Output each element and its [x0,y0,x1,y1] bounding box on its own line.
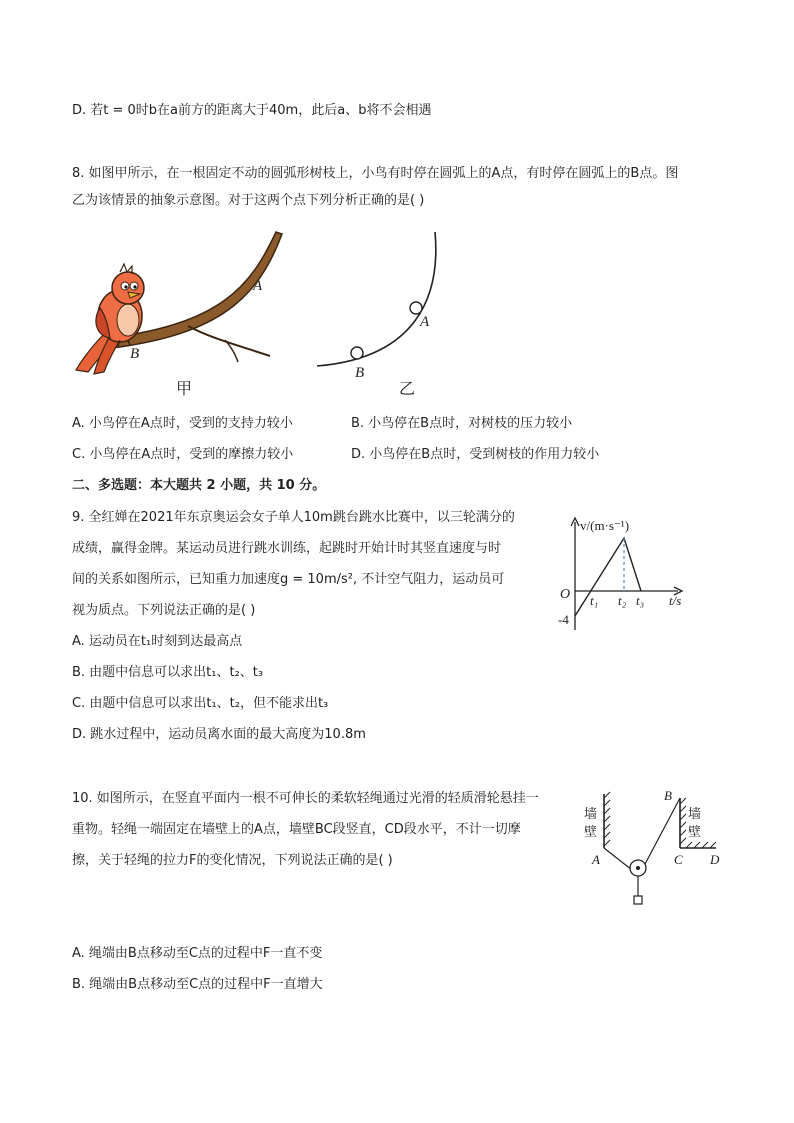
left-wall-label-1: 墙 [584,806,598,821]
right-wall-label-1: 墙 [688,806,702,821]
q10-stem-line3: 擦，关于轻绳的拉力F的变化情况，下列说法正确的是( ) [72,853,393,868]
q8-stem-line1: 8. 如图甲所示，在一根固定不动的圆弧形树枝上，小鸟有时停在圆弧上的A点，有时停在圆弧上的B点。图 [72,166,679,181]
point-b-label: B [130,346,140,362]
q8-option-c: C. 小鸟停在A点时，受到的摩擦力较小 [72,447,294,462]
left-wall-label-2: 壁 [584,824,598,839]
point-d-label: D [710,852,720,867]
point-c-label: C [674,852,683,867]
left-wall-hatching [604,792,610,846]
q10-option-a: A. 绳端由B点移动至C点的过程中F一直不变 [72,946,323,961]
right-wall-label-2: 壁 [688,824,702,839]
q9-stem-line2: 成绩，赢得金牌。某运动员进行跳水训练，起跳时开始计时其竖直速度与时 [72,541,502,556]
q9-vt-graph [552,510,692,635]
t3-label: t₃ [636,593,645,608]
q7-option-d: D. 若t = 0时b在a前方的距离大于40m，此后a、b将不会相遇 [72,103,432,118]
q10-stem-line2: 重物。轻绳一端固定在墙壁上的A点，墙壁BC段竖直，CD段水平，不计一切摩 [72,822,521,837]
q9-option-d: D. 跳水过程中，运动员离水面的最大高度为10.8m [72,727,366,742]
q9-stem-line3: 间的关系如图所示，已知重力加速度g = 10m/s², 不计空气阻力，运动员可 [72,572,505,587]
point-b-label: B [664,788,672,803]
q8-figure-yi [305,228,455,403]
q8-stem-line2: 乙为该情景的抽象示意图。对于这两个点下列分析正确的是( ) [72,193,425,208]
origin-label: O [560,587,571,602]
y-axis-label: v/(m·s⁻¹) [580,518,630,533]
t2-label: t₂ [618,593,627,608]
velocity-line [575,538,641,616]
twig [188,326,270,356]
q9-stem-line1: 9. 全红婵在2021年东京奥运会女子单人10m跳台跳水比赛中，以三轮满分的 [72,510,515,525]
point-a-label: A [420,314,430,330]
figure-caption: 乙 [399,381,416,398]
q10-figure [578,786,728,911]
arc-branch [317,232,436,366]
q9-option-c: C. 由题中信息可以求出t₁、t₂，但不能求出t₃ [72,696,329,711]
figure-caption: 甲 [176,381,193,398]
x-axis-label: t/s [669,593,682,608]
q8-option-b: B. 小鸟停在B点时，对树枝的压力较小 [351,416,573,431]
q8-option-a: A. 小鸟停在A点时，受到的支持力较小 [72,416,293,431]
q8-figure-jia [70,228,290,403]
section-heading: 二、多选题：本大题共 2 小题，共 10 分。 [72,478,326,493]
rope-left [604,848,632,870]
weight [634,896,642,904]
t1-label: t₁ [590,593,599,608]
point-b-ball [351,347,363,359]
bird-belly [117,304,139,336]
q9-stem-line4: 视为质点。下列说法正确的是( ) [72,603,256,618]
point-a-ball [410,302,422,314]
q8-option-d: D. 小鸟停在B点时，受到树枝的作用力较小 [351,447,600,462]
q10-stem-line1: 10. 如图所示，在竖直平面内一根不可伸长的柔软轻绳通过光滑的轻质滑轮悬挂一 [72,791,539,806]
point-a-label: A [592,852,600,867]
q10-option-b: B. 绳端由B点移动至C点的过程中F一直增大 [72,977,323,992]
q9-option-b: B. 由题中信息可以求出t₁、t₂、t₃ [72,665,264,680]
point-a-label: A [253,278,263,294]
y-value-label: -4 [558,612,569,627]
point-b-label: B [355,365,365,381]
q9-option-a: A. 运动员在t₁时刻到达最高点 [72,634,243,649]
